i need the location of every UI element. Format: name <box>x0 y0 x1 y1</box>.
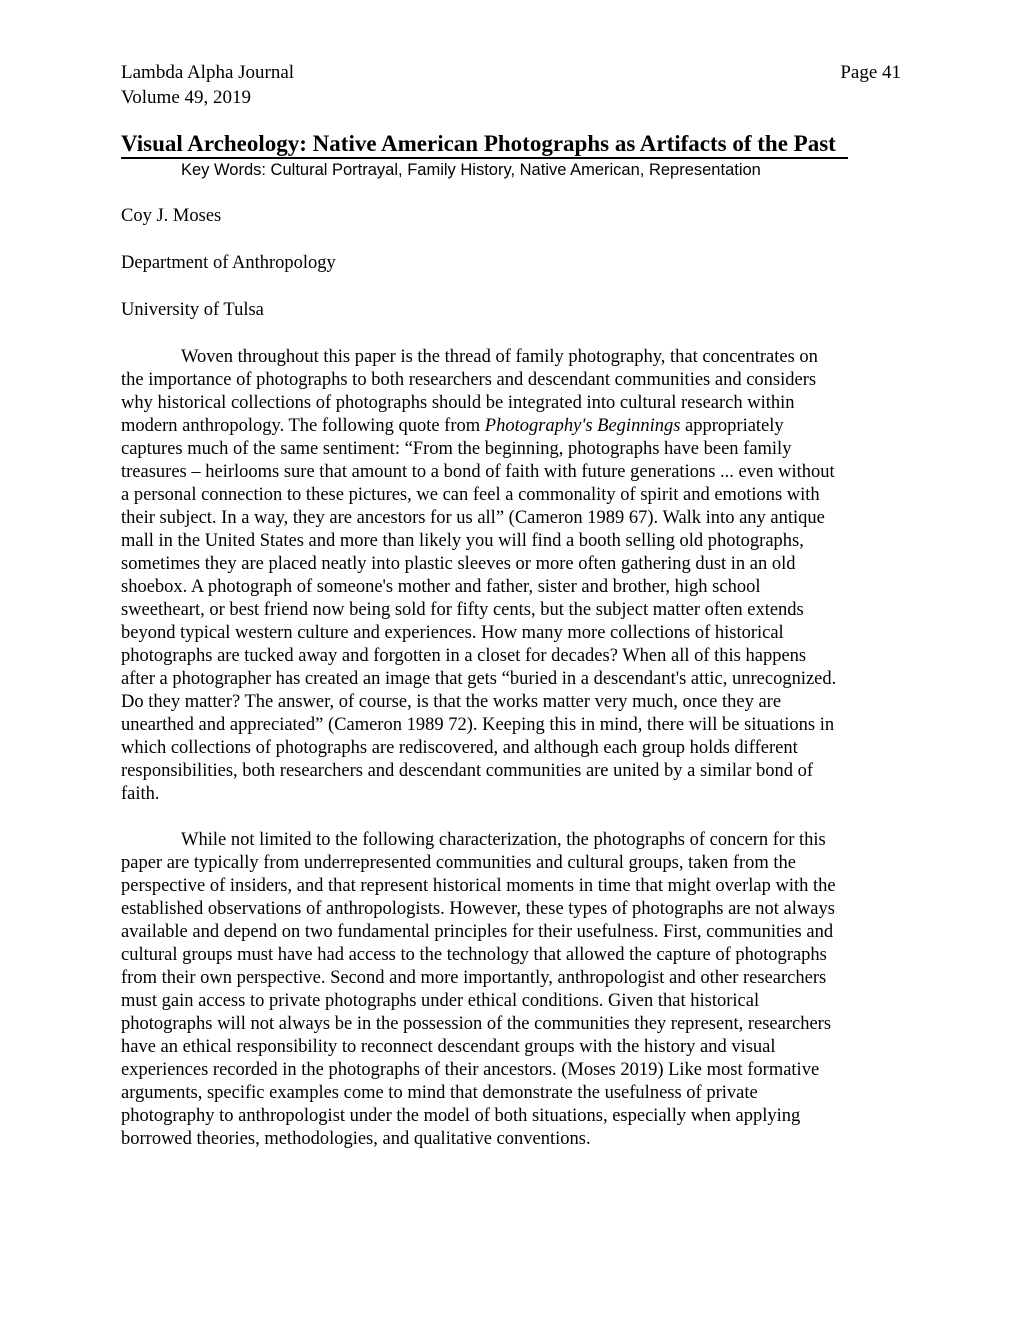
text-line: photographs are tucked away and forgotten in a closet for decades? When all of this happens <box>121 646 807 666</box>
text-line: cultural groups must have had access to the technology that allowed the capture of photographs <box>121 945 827 965</box>
text-line: beyond typical western culture and experiences. How many more collections of historical <box>121 623 784 643</box>
author-department: Department of Anthropology <box>121 253 336 273</box>
body-paragraph-1 <box>121 346 901 806</box>
text-line: experiences recorded in the photographs of their ancestors. (Moses 2019) Like most formative <box>121 1060 820 1080</box>
journal-name: Lambda Alpha Journal <box>121 62 295 83</box>
text-line: perspective of insiders, and that represent historical moments in time that might overlap with the <box>121 876 836 896</box>
text-line: their subject. In a way, they are ancestors for us all” (Cameron 1989 67). Walk into any antique <box>121 508 825 528</box>
text-line: While not limited to the following characterization, the photographs of concern for this <box>181 830 826 850</box>
text-line: photographs will not always be in the possession of the communities they represent, researchers <box>121 1014 832 1034</box>
text-line: after a photographer has created an image that gets “buried in a descendant's attic, unrecognized. <box>121 669 837 689</box>
text-line <box>121 415 901 438</box>
article-keywords: Key Words: Cultural Portrayal, Family History, Native American, Representation <box>181 161 761 179</box>
author-university: University of Tulsa <box>121 300 264 320</box>
text-line: photography to anthropologist under the model of both situations, especially when applying <box>121 1106 801 1126</box>
page-number: Page 41 <box>840 62 901 83</box>
cited-book-title: Photography's Beginnings <box>484 416 681 436</box>
text-line: have an ethical responsibility to reconnect descendant groups with the history and visual <box>121 1037 776 1057</box>
author-name: Coy J. Moses <box>121 206 222 226</box>
text-line: available and depend on two fundamental principles for their usefulness. First, communities and <box>121 922 834 942</box>
body-paragraph-2 <box>121 829 901 1151</box>
volume-info: Volume 49, 2019 <box>121 87 252 108</box>
text-line: the importance of photographs to both researchers and descendant communities and considers <box>121 370 817 390</box>
text-line: must gain access to private photographs under ethical conditions. Given that historical <box>121 991 760 1011</box>
text-line: established observations of anthropologists. However, these types of photographs are not always <box>121 899 835 919</box>
text-line: sweetheart, or best friend now being sold for fifty cents, but the subject matter often extends <box>121 600 804 620</box>
text-line: a personal connection to these pictures, we can feel a commonality of spirit and emotions with <box>121 485 820 505</box>
text-line: shoebox. A photograph of someone's mother and father, sister and brother, high school <box>121 577 761 597</box>
text-line: treasures – heirlooms sure that amount to a bond of faith with future generations ... even without <box>121 462 835 482</box>
text-line: unearthed and appreciated” (Cameron 1989 72). Keeping this in mind, there will be situations in <box>121 715 835 735</box>
text-line: captures much of the same sentiment: “From the beginning, photographs have been family <box>121 439 792 459</box>
running-header <box>121 60 901 85</box>
text-segment: modern anthropology. The following quote from <box>121 416 481 436</box>
text-line: faith. <box>121 784 160 804</box>
text-line: sometimes they are placed neatly into plastic sleeves or more often gathering dust in an old <box>121 554 796 574</box>
text-line: arguments, specific examples come to mind that demonstrate the usefulness of private <box>121 1083 758 1103</box>
text-line: Do they matter? The answer, of course, is that the works matter very much, once they are <box>121 692 782 712</box>
text-line: mall in the United States and more than likely you will find a booth selling old photographs, <box>121 531 804 551</box>
text-line: responsibilities, both researchers and descendant communities are united by a similar bond of <box>121 761 814 781</box>
text-line: Woven throughout this paper is the thread of family photography, that concentrates on <box>181 347 818 367</box>
document-page <box>121 60 901 1151</box>
text-segment: appropriately <box>685 416 784 436</box>
text-line: why historical collections of photographs should be integrated into cultural research within <box>121 393 795 413</box>
text-line: from their own perspective. Second and more importantly, anthropologist and other researchers <box>121 968 827 988</box>
article-title: Visual Archeology: Native American Photographs as Artifacts of the Past <box>121 130 848 159</box>
text-line: which collections of photographs are rediscovered, and although each group holds different <box>121 738 798 758</box>
text-line: borrowed theories, methodologies, and qualitative conventions. <box>121 1129 591 1149</box>
text-line: paper are typically from underrepresented communities and cultural groups, taken from the <box>121 853 797 873</box>
